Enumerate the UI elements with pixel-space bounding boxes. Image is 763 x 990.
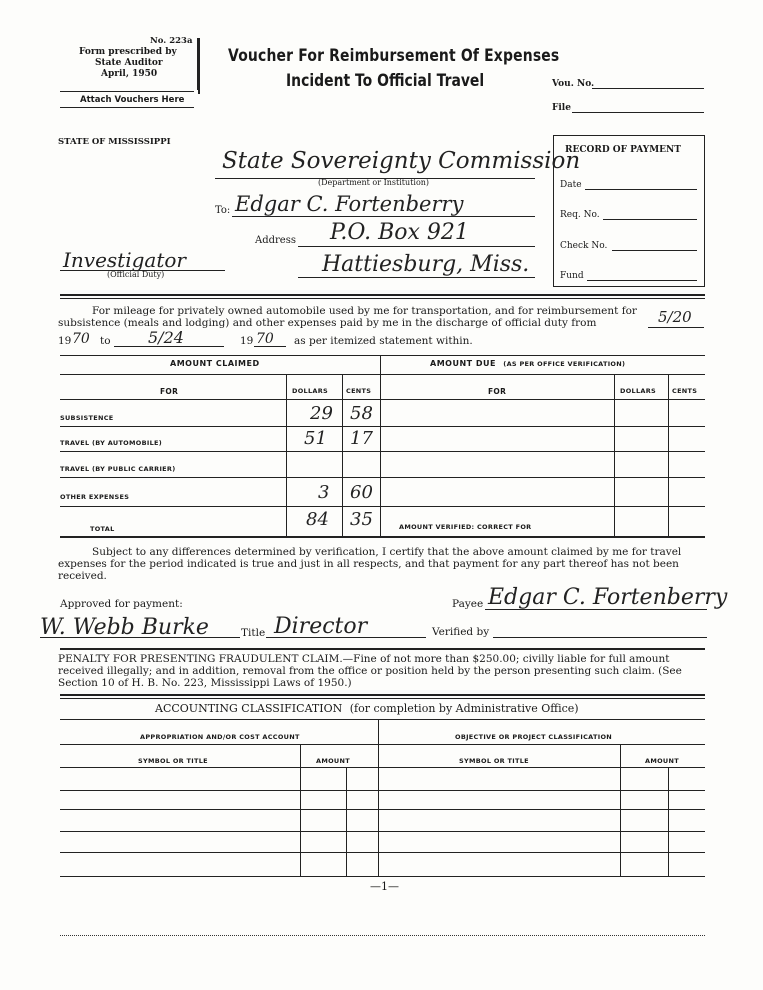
amount-verified-note: AMOUNT VERIFIED: CORRECT FOR: [399, 523, 532, 531]
to-word: to: [100, 335, 111, 347]
amount-claimed-header: AMOUNT CLAIMED: [170, 359, 260, 368]
payee-label: Payee: [452, 598, 484, 610]
form-auditor-label: State Auditor: [95, 58, 163, 68]
form-date-label: April, 1950: [101, 69, 158, 79]
address-label: Address: [255, 235, 296, 246]
row-subsistence-label: SUBSISTENCE: [60, 414, 114, 422]
row-subsistence-cents: 58: [350, 403, 373, 424]
appropriation-header: APPROPRIATION AND/OR COST ACCOUNT: [140, 733, 300, 741]
right-symbol-header: SYMBOL OR TITLE: [459, 757, 529, 765]
due-col-dollars: DOLLARS: [620, 387, 657, 395]
right-amount-header: AMOUNT: [645, 757, 679, 765]
approver-signature: W. Webb Burke: [40, 615, 209, 640]
department-caption: (Department or Institution): [318, 178, 430, 187]
record-of-payment-title: RECORD OF PAYMENT: [565, 145, 681, 155]
official-duty-caption: (Official Duty): [107, 270, 165, 279]
to-date-value: 5/24: [148, 328, 184, 347]
official-duty-value: Investigator: [63, 248, 186, 272]
left-amount-header: AMOUNT: [316, 757, 350, 765]
file-label: File: [552, 103, 571, 113]
page-number: —1—: [370, 880, 399, 893]
left-symbol-header: SYMBOL OR TITLE: [138, 757, 208, 765]
address-line2-value: Hattiesburg, Miss.: [322, 252, 530, 277]
row-other-label: OTHER EXPENSES: [60, 493, 130, 501]
year2-value: 70: [256, 331, 274, 347]
penalty-text: PENALTY FOR PRESENTING FRAUDULENT CLAIM.—Fine of not more than $250.00; civilly liable for full amount received illegally; and in addition, removal from the office or position held by the person presenting such claim. (See Section 10 of H. B. No. 223, Mississippi Laws of 1950.): [58, 653, 682, 689]
amount-due-note: (AS PER OFFICE VERIFICATION): [503, 360, 626, 368]
row-total-dollars: 84: [306, 509, 329, 530]
row-auto-label: TRAVEL (BY AUTOMOBILE): [60, 439, 163, 447]
claimed-col-for: FOR: [160, 387, 179, 396]
record-check-label: Check No.: [560, 241, 608, 251]
attach-vouchers-label: Attach Vouchers Here: [80, 95, 185, 105]
accounting-title-text: ACCOUNTING CLASSIFICATION: [155, 702, 343, 715]
amount-due-label: AMOUNT DUE: [430, 359, 496, 368]
title-label: Title: [241, 627, 266, 639]
payee-signature: Edgar C. Fortenberry: [488, 585, 728, 610]
amount-due-header: [430, 359, 625, 368]
mileage-statement: [58, 305, 698, 329]
row-auto-dollars: 51: [304, 428, 327, 449]
form-number: No. 223a: [150, 36, 193, 46]
record-date-label: Date: [560, 180, 582, 190]
due-col-cents: CENTS: [672, 387, 698, 395]
approved-label: Approved for payment:: [60, 598, 183, 610]
row-total-label: TOTAL: [90, 525, 115, 533]
department-value: State Sovereignty Commission: [222, 148, 581, 174]
year-prefix-2: 19: [240, 335, 254, 347]
row-auto-cents: 17: [350, 428, 373, 449]
to-label: To:: [215, 205, 231, 216]
voucher-number-label: Vou. No.: [552, 79, 595, 89]
year-prefix-1: 19: [58, 335, 72, 347]
row-other-cents: 60: [350, 482, 373, 503]
record-fund-label: Fund: [560, 271, 584, 281]
year1-value: 70: [72, 331, 90, 347]
from-date-value: 5/20: [658, 308, 692, 326]
form-title-line1: Voucher For Reimbursement Of Expenses: [228, 46, 560, 66]
form-title-line2: Incident To Official Travel: [286, 71, 485, 91]
payee-name-value: Edgar C. Fortenberry: [235, 192, 464, 216]
address-line1-value: P.O. Box 921: [330, 220, 469, 245]
title-value: Director: [274, 614, 368, 639]
accounting-note: (for completion by Administrative Office): [349, 702, 579, 715]
objective-header: OBJECTIVE OR PROJECT CLASSIFICATION: [455, 733, 613, 741]
row-public-carrier-label: TRAVEL (BY PUBLIC CARRIER): [60, 465, 176, 473]
claimed-col-dollars: DOLLARS: [292, 387, 329, 395]
certification-text: Subject to any differences determined by verification, I certify that the above amount claimed by me for travel expenses for the period indicated is true and just in all respects, and that payment for any part thereof has not been received.: [58, 546, 682, 582]
claimed-col-cents: CENTS: [346, 387, 372, 395]
record-req-label: Req. No.: [560, 210, 600, 220]
row-total-cents: 35: [350, 509, 373, 530]
row-subsistence-dollars: 29: [310, 403, 333, 424]
accounting-title: [155, 702, 579, 715]
state-label: STATE OF MISSISSIPPI: [58, 137, 171, 147]
form-prescribed-label: Form prescribed by: [79, 47, 177, 57]
statement-suffix: as per itemized statement within.: [294, 335, 473, 347]
row-other-dollars: 3: [318, 482, 330, 503]
verified-label: Verified by: [432, 626, 490, 638]
statement-text: For mileage for privately owned automobile used by me for transportation, and for reimbursement for subsistence (meals and lodging) and other expenses paid by me in the discharge of official duty from: [58, 305, 637, 329]
due-col-for: FOR: [488, 387, 507, 396]
